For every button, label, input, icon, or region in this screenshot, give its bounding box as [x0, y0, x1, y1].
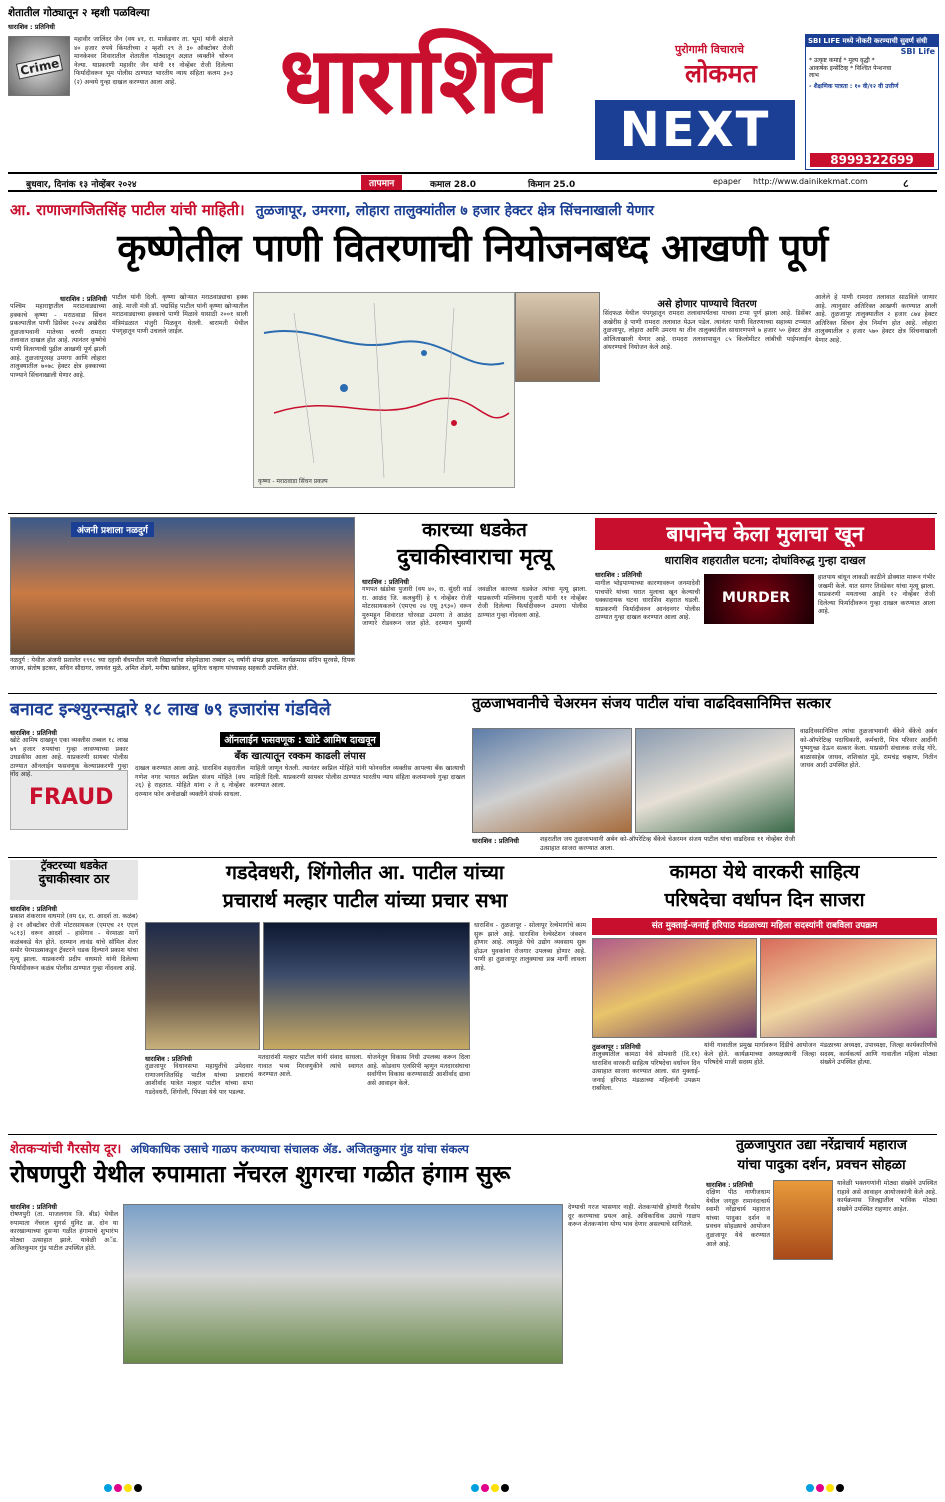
rally-col4: धाराशिव - तुळजापूर - सोलापूर रेल्वेमार्गाचे काम सुरू झाले आहे. धाराशिव रेल्वेस्टेशन जंक्शन होणार आहे. त्यामुळे येथे उद्योग व्यवसाय सुरू होऊन युवकांना रोजगार उपलब्ध होणार आहे. पाणी हा तुळजापूर तालुक्याचा प्रश्न मार्गी लावला आहे.: [474, 922, 586, 972]
chairman-photo-1: [472, 728, 632, 833]
insurance-col3: माहिती जाणून घेतली. त्यानंतर स्वप्निल मोहिते यांनी फोनवरील व्यक्तीस आपल्या बँक खात्याची माहिती दिली. याप्रकरणी सायबर पोलीस ठाण्यात भारतीय न्याय संहिता कलमान्वये गुन्हा दाखल करण्यात आला.: [250, 765, 465, 790]
murder-byline: धाराशिव : प्रतिनिधी: [595, 571, 642, 579]
tractor-body: प्रकाश शंकरराव वाघमारे (वय ६४, रा. आदर्श ता. कळंब) हे २१ ऑक्टोबर रोजी मोटरसायकल (एमएच २१ एएल ५८१३) वरून आदर्श - हासेगाव - येरमाळा मार्गे कळंबकडे येत होते. दरम्यान लावंड यांचे सॉमिल शेतर समोर येरमाळ्याकडून ट्रॅक्टरने धडक दिल्याने प्रकाश यांचा मृत्यू झाला. याप्रकरणी प्रदीप वाघमारे यांनी दिलेल्या फिर्यादीवरून कळंब पोलीस ठाण्यात गुन्हा नोंदवला आहे.: [10, 913, 138, 972]
accident-headline-1: कारच्या धडकेत: [422, 519, 527, 541]
sugar-col2: देण्याची गरज भासणार नाही. शेतकऱ्यांची होणारी गैरसोय दूर करण्याचा प्रयत्न आहे. अधिकाधिक उसाचे गाळप करून शेतकऱ्यांना योग्य भाव देणार असल्याचे सांगितले.: [568, 1204, 700, 1229]
masthead: [0, 0, 945, 172]
murder-image: [704, 574, 814, 624]
lead-kicker: आ. राणाजगजितसिंह पाटील यांची माहिती।: [10, 201, 245, 219]
tractor-headline-box: [10, 860, 138, 900]
alumni-caption: नळदुर्ग : येथील अंजनी प्रशालेत १९९८ च्या दहावी बॅचमधील माजी विद्यार्थ्यांचा स्नेहमेळावा तब्बल २६ वर्षांनी संपन्न झाला. कार्यक्रमास संदिप सुरवसे, दिपक जाधव, संतोष इटकर, सचिन सौदागर, जयवंत मुळे, अमित शेंडगे, मनीषा खांडेकर, सुनिता चव्हाण यांच्यासह सहकारी उपस्थित होते.: [10, 657, 355, 672]
tractor-headline-2: दुचाकीस्वार ठार: [38, 871, 110, 887]
varkari-photo-2: [760, 938, 937, 1038]
dateline-date: बुधवार, दिनांक १३ नोव्हेंबर २०२४: [26, 180, 137, 190]
murder-headline: बापानेच केला मुलाचा खून: [595, 518, 935, 550]
varkari-col3: मंडळाच्या अध्यक्षा, उपाध्यक्षा, जिल्हा कार्यकारिणीचे सदस्य, कार्यकर्त्या आणि गावातील महिला मोठ्या संख्येने उपस्थित होत्या.: [820, 1042, 937, 1067]
lead-kicker-row: [10, 200, 935, 226]
crime-photo: [8, 36, 70, 96]
map-caption: कृष्णा - मराठवाडा सिंचन प्रकल्प: [258, 478, 328, 485]
lead-right-col: आलेले हे पाणी रामदरा तलावात साठविले जाणार आहे. त्यानुसार अतिरिक्त आखणी करण्यात आली आहे. तुळजापूर तालुक्यातील २ हजार ८७४ हेक्टर अतिरिक्त सिंचन क्षेत्र निर्माण होत आहे. लोहारा तालुक्यातील २ हजार ५७० हेक्टर क्षेत्र सिंचनाखाली येणार आहे.: [815, 294, 937, 344]
maharaj-headline-1: तुळजापुरात उद्या नरेंद्राचार्य महाराज: [736, 1137, 907, 1153]
sugar-subhead: अधिकाधिक उसाचे गाळप करण्याचा संचालक ॲड. अजितकुमार गुंड यांचा संकल्प: [130, 1142, 469, 1156]
varkari-headline-2: परिषदेचा वर्धापन दिन साजरा: [664, 889, 865, 911]
varkari-bar: संत मुक्ताई-जनाई हरिपाठ मंडळाच्या महिला सदस्यांनी राबविला उपक्रम: [592, 918, 937, 935]
alumni-photo: [10, 517, 355, 655]
lead-subhead: तुळजापूर, उमरगा, लोहारा तालुक्यांतील ७ हजार हेक्टर क्षेत्र सिंचनाखाली येणार: [255, 203, 655, 219]
brand-name: लोकमत: [685, 59, 757, 88]
sbi-ad: [805, 34, 939, 170]
varkari-col1: तालुक्यातील कामठा येथे सोमवारी (दि.११) धाराशिव वारकरी साहित्य परिषदेचा वर्धापन दिन उत्साहात साजरा करण्यात आला. संत मुक्ताई-जनाई हरिपाठ मंडळाच्या महिलांनी उपक्रम राबविला.: [592, 1051, 700, 1093]
accident-byline: धाराशिव : प्रतिनिधी: [362, 578, 409, 586]
rally-photo-2: [263, 922, 470, 1050]
brief-byline: धाराशिव : प्रतिनिधी: [8, 22, 55, 31]
temp-min: किमान 25.0: [528, 180, 576, 190]
maharaj-col2: यावेळी भक्तगणांनी मोठ्या संख्येने उपस्थित राहावे असे आवाहन आयोजकांनी केले आहे. कार्यक्रमास जिल्ह्यातील भाविक मोठ्या संख्येने उपस्थित राहणार आहेत.: [837, 1180, 937, 1213]
epaper-label: epaper: [713, 177, 742, 186]
rule-2: [8, 693, 937, 694]
dateline-bar: [8, 172, 937, 192]
rally-col3: योजनेतून विकास निधी उपलब्ध करून दिला आहे. कोडवाय एलसिपी म्हणून मतदारसंघाचा सर्वांगीण विकास करण्यासाठी आशीर्वाद द्यावा असे आवाहन केले.: [367, 1054, 470, 1087]
insurance-subhead-1: ऑनलाईन फसवणूक : खोटे आमिष दाखवून: [220, 732, 380, 747]
map-graphic: [254, 293, 516, 489]
rally-headline-1: गडदेवधरी, शिंगोलीत आ. पाटील यांच्या: [226, 861, 504, 884]
rally-headline-2: प्रचारार्थ मल्हार पाटील यांच्या प्रचार सभा: [222, 889, 508, 912]
murder-col2: हातपाय बांधून लाकडी काठीने डोक्यात मारून गंभीर जखमी केले. यात सागर तिवंडेकर यांचा मृत्यू झाला. याप्रकरणी मयताच्या आईने १२ नोव्हेंबर रोजी दिलेल्या फिर्यादीवरून गुन्हा दाखल करण्यात आला आहे.: [818, 574, 935, 616]
lead-col2: पाटील यांनी दिली. कृष्णा खोऱ्यात मराठवाड्याचा हक्क आहे. माजी मंत्री डॉ. पद्मसिंह पाटील यांनी कृष्णा खोऱ्यातील मराठवाड्याच्या हक्काचे पाणी मिळावे यासाठी २००१ साली मंत्रिमंडळात मंजुरी मिळवून घेतली. बारामती येथील पंपगृहातून पाणी उचलले जाईल.: [112, 294, 248, 336]
chairman-byline: धाराशिव : प्रतिनिधी: [472, 837, 519, 845]
sugar-kicker: शेतकऱ्यांची गैरसोय दूर।: [10, 1142, 122, 1157]
tractor-byline: धाराशिव : प्रतिनिधी: [10, 905, 57, 913]
fraud-label: FRAUD: [29, 785, 114, 810]
lead-col3: [253, 490, 515, 510]
accident-body: गणपत खंडोबा पुजारी (वय ४०, रा. सुंदरी वार्ड रा. आळंद जि. कलबुर्गी) हे ९ नोव्हेंबर रोजी मोटरसायकलने (एमएच २४ एयू ३९३०) वरून मुरुमहून शिवारात घोरवडा उमरगा ते आळंद जाणारे रोडवरून जात होते. दरम्यान भुसणी जवळील कारच्या धडकेत त्यांचा मृत्यू झाला. याप्रकरणी मल्लिनाथ पुजारी यांनी ११ नोव्हेंबर रोजी दिलेल्या फिर्यादीवरून उमरगा पोलीस ठाण्यात गुन्हा नोंदवला आहे.: [362, 586, 587, 628]
ad-points: * उत्कृष्ट कमाई * मूल्य वृद्धी * आकर्षक इन्सेंटिव्ह * निश्चित पेन्शनचा लाभ: [809, 57, 892, 79]
sugar-kicker-row: [10, 1138, 700, 1160]
next-logo: NEXT: [595, 100, 795, 160]
temp-max: कमाल 28.0: [430, 180, 477, 190]
brief-headline: शेतातील गोठ्यातून २ म्हशी पळविल्या: [8, 7, 150, 19]
brief-body: महावीर जालिंदर जैन (वय ४१, रा. मार्कंडवार ता. भूम) यांनी अंदाजे ४० हजार रुपये किंमतीच्या २ म्हशी २९ ते ३० ऑक्टोबर रोजी मानकेश्वर शिवारातील शेतातील गोठ्यातून अज्ञात व्यक्तीने चोरून नेल्या. याप्रकरणी महावीर जैन यांनी ११ नोव्हेंबर रोजी दिलेल्या फिर्यादीवरून भूम पोलीस ठाण्यात भारतीय न्याय संहिता कलम ३०३ (२) अन्वये गुन्हा दाखल करण्यात आला आहे.: [74, 36, 233, 86]
lead-byline: धाराशिव : प्रतिनिधी: [60, 295, 107, 303]
sugar-headline: रोषणपुरी येथील रुपामाता नॅचरल शुगरचा गळीत हंगाम सुरू: [10, 1160, 511, 1188]
lead-right-body: सिंदफळ येथील पंपगृहातून रामदरा तलावापर्यंतचा पाचवा टप्पा पूर्ण झाला आहे. डिसेंबर अखेरीस हे पाणी रामदरा तलावात येऊन पडेल. त्यानंतर पाणी वितरणाच्या सहाव्या टप्प्यात तुळजापूर, लोहारा आणि उमरगा या तीन तालुक्यांतील साधारणपणे ७ हजार ५० हेक्टर क्षेत्र ओलिताखाली येणार आहे. रामदरा तलावापासून ८५ किलोमीटर लांबीची पाईपलाईन अंथरण्याचे नियोजन केले आहे.: [603, 310, 811, 352]
lead-col1: पश्चिम महाराष्ट्रातील मराठवाड्याच्या हक्काचे कृष्णा - मराठवाडा सिंचन प्रकल्पातील पाणी डिसेंबर २०२४ अखेरीस तुळजाभवानी मातेच्या चरणी रामदरा तलावात दाखल होत आहे. त्यानंतर कृष्णेचे पाणी वितरणाची पुढील आखणी पूर्ण झाली आहे. तुळजापूरसह उमरगा आणि लोहारा तालुक्यातील ७०७८ हेक्टर क्षेत्र हक्काच्या पाण्याने सिंचनाखाली येणार आहे.: [10, 303, 106, 379]
varkari-col2: यांनी गावातील प्रमुख मार्गावरून दिंडीचे आयोजन केले होते. कार्यक्रमाच्या अध्यक्षस्थानी जिल्हा परिषदेचे माजी सदस्य होते.: [704, 1042, 816, 1067]
insurance-col1: खोटे आमिष दाखवून एका व्यक्तीस तब्बल १८ लाख ७९ हजार रुपयांचा गुन्हा लावण्याच्या प्रकार उघडकीस आला आहे. याप्रकरणी सायबर पोलीस ठाण्यात ऑनलाईन फसवणुक केल्याप्रकरणी गुन्हा नोंद आहे.: [10, 737, 128, 779]
paper-title: धाराशिव: [279, 26, 547, 134]
ad-qual: - शैक्षणिक पात्रता : १० वी/१२ वी उत्तीर्ण: [809, 82, 899, 90]
murder-col1: मागील भोइपाण्याच्या कारणावरून जनमादेवी पाचपोरे यांच्या घरात मुलाचा खून केल्याची धक्कादायक घटना धाराशिव शहरात घडली. याप्रकरणी फिर्यादीवरुन आनंदनगर पोलीस ठाण्यात गुन्हा दाखल करण्यात आला आहे.: [595, 580, 700, 622]
page-number: ८: [903, 177, 909, 190]
murder-image-label: MURDER: [722, 590, 791, 606]
insurance-byline: धाराशिव : प्रतिनिधी: [10, 729, 57, 737]
chairman-body: शहरातील जय तुळजाभवानी अर्बन को-ऑपरेटिव्ह बँकेचे चेअरमन संजय पाटील यांचा वाढदिवस ११ नोव्हेंबर रोजी उत्साहात साजरा करण्यात आला.: [540, 836, 795, 852]
chairman-right: वाढदिवसानिमित्त त्यांचा तुळजाभवानी बँकेने बँकेचे अर्बन को-ऑपरेटिव्ह पदाधिकारी, कर्मचारी, मित्र परिवार आदींनी पुष्पगुच्छ देऊन सत्कार केला. याप्रसंगी संचालक राजेंद्र गोरे, बाळासाहेब जाधव, शशिकांत मुंडे, रामचंद्र चव्हाण, नितीन जाधव आदी उपस्थित होते.: [800, 728, 937, 770]
insurance-col2: दाखल करण्यात आला आहे. धाराशिव शहरातील गणेश नगर भागात स्वप्निल संजय मोहिते (वय २६) हे राहतात. मोहिते यांना २ ते ६ नोव्हेंबर दरम्यान फोन अनोळखी व्यक्तीने संपर्क साधला.: [135, 765, 245, 798]
ad-phone: 8999322699: [810, 153, 934, 167]
brief-buffalo-theft: [8, 8, 233, 158]
murder-subhead: धाराशिव शहरातील घटना; दोघांविरुद्ध गुन्हा दाखल: [664, 554, 866, 567]
maharaj-byline: धाराशिव : प्रतिनिधी: [706, 1181, 753, 1189]
varkari-byline: तुळजापूर : प्रतिनिधी: [592, 1043, 641, 1051]
lead-headline: कृष्णेतील पाणी वितरणाची नियोजनबध्द आखणी पूर्ण: [117, 226, 828, 270]
rally-photo-1: [145, 922, 260, 1050]
crime-label: Crime: [16, 54, 64, 79]
insurance-subhead: [135, 728, 465, 762]
insurance-headline: बनावट इन्श्युरन्सद्वारे १८ लाख ७९ हजारांस गंडविले: [10, 700, 331, 720]
sugar-byline: धाराशिव : प्रतिनिधी: [10, 1203, 57, 1211]
rule-1: [8, 513, 937, 514]
brand-tagline: पुरोगामी विचाराचे: [675, 43, 745, 56]
insurance-subhead-2: बँक खात्यातून रक्कम काढली लंपास: [234, 751, 366, 762]
temp-label: तापमान: [361, 175, 402, 190]
website-url[interactable]: http://www.dainikekmat.com: [753, 177, 868, 186]
rally-col2: मतदारांशी मल्हार पाटील यांनी संवाद साधला. गावात भव्य मिरवणुकीने त्यांचे स्वागत करण्यात आले.: [258, 1054, 363, 1079]
sugar-col1: रोषणपुरी (ता. माजलगाव जि. बीड) येथील रुपामाता नॅचरल शुगर्स युनिट क्र. दोन या कारखान्याच्या दुसऱ्या गळीत हंगामाचे शुभारंभ मोठ्या उत्साहात झाले. यावेळी अॅड. अजितकुमार गुंड पाटील उपस्थित होते.: [10, 1211, 118, 1253]
sugar-photo: [123, 1204, 563, 1364]
maharaj-portrait: [773, 1180, 833, 1260]
rally-byline: धाराशिव : प्रतिनिधी: [145, 1055, 192, 1063]
varkari-headline-1: कामठा येथे वारकरी साहित्य: [669, 861, 860, 883]
tractor-headline-1: ट्रॅक्टरच्या धडकेत: [40, 859, 108, 872]
chairman-headline: तुळजाभवानीचे चेअरमन संजय पाटील यांचा वाढदिवसानिमित्त सत्कार: [472, 696, 831, 712]
registration-marks-graphic: [0, 1478, 945, 1498]
registration-marks: [0, 1478, 945, 1498]
chairman-photo-2: [635, 728, 795, 833]
alumni-banner: अंजनी प्रशाला नळदुर्ग: [71, 522, 154, 537]
canal-map: [253, 292, 515, 488]
rule-4: [8, 1134, 937, 1135]
rule-3: [8, 857, 937, 858]
brand-block: [590, 42, 800, 167]
maharaj-headline-2: यांचा पादुका दर्शन, प्रवचन सोहळा: [737, 1157, 906, 1173]
lead-right-head: असे होणार पाण्याचे वितरण: [657, 299, 757, 310]
mla-portrait: [515, 292, 600, 382]
maharaj-col1: दक्षिण पीठ नाणीजधाम येथील जगद्गुरु रामानंदाचार्य स्वामी नरेंद्राचार्य महाराज यांच्या पादुका दर्शन व प्रवचन सोहळ्याचे आयोजन तुळजापूर येथे करण्यात आले आहे.: [706, 1189, 770, 1248]
accident-headline-2: दुचाकीस्वाराचा मृत्यू: [397, 545, 552, 570]
ad-logo: SBI Life: [900, 47, 935, 56]
sugar-col3: [123, 1368, 563, 1471]
varkari-photo-1: [592, 938, 757, 1038]
rally-col1: तुळजापूर विधानसभा महायुतीचे उमेदवार राणाजगजितसिंह पाटील यांच्या प्रचारार्थ आशीर्वाद यात्रेत मल्हार पाटील यांच्या सभा गडदेवधरी, शिंगोली, पिंपळा येथे पार पडल्या.: [145, 1063, 253, 1096]
maharaj-col3: [773, 1264, 833, 1471]
ad-title: SBI LIFE मध्ये नोकरी करण्याची सुवर्ण संधी: [806, 35, 938, 47]
